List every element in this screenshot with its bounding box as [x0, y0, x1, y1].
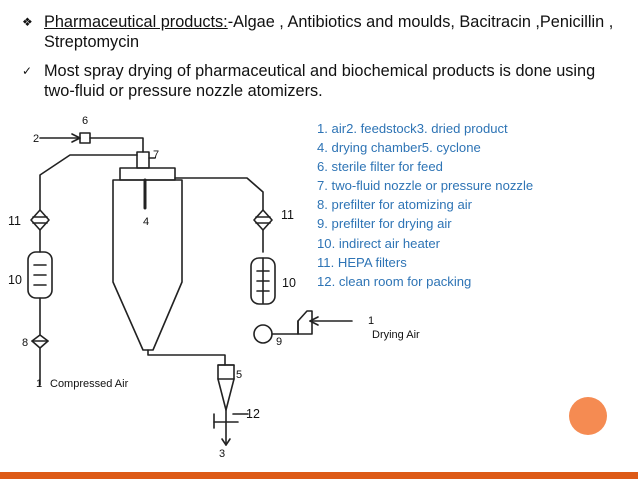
legend-item: 6. sterile filter for feed	[317, 159, 443, 175]
legend-item: 8. prefilter for atomizing air	[317, 197, 473, 213]
label-10-right: 10	[282, 276, 296, 290]
label-1-right: 1	[368, 315, 375, 327]
legend-item: 4. drying chamber5. cyclone	[317, 140, 481, 156]
label-3: 3	[219, 448, 226, 460]
hepa-filter-right	[254, 210, 272, 230]
check-bullet-icon: ✓	[22, 64, 33, 78]
diamond-bullet-icon: ❖	[22, 15, 33, 29]
hepa-filter-left	[31, 210, 49, 230]
label-compressed-air: Compressed Air	[50, 378, 129, 390]
label-drying-air: Drying Air	[372, 329, 420, 341]
label-7: 7	[153, 149, 160, 161]
air-heater-left	[28, 252, 52, 298]
label-1-left: 1	[36, 378, 43, 390]
drying-air-line	[175, 178, 352, 334]
label-12: 12	[246, 407, 260, 421]
spray-dryer-diagram	[0, 100, 420, 470]
prefilter-atomizing-air	[32, 335, 48, 348]
atomizers-text: Most spray drying of pharmaceutical and biochemical products is done using two-fluid or pressure nozzle atomizers.	[44, 62, 596, 100]
legend-item: 12. clean room for packing	[317, 273, 472, 289]
products-text: -Algae , Antibiotics and moulds, Bacitracin ,Penicillin , Streptomycin	[44, 13, 614, 51]
atomizing-air-line	[40, 155, 137, 385]
legend-item: 7. two-fluid nozzle or pressure nozzle	[317, 178, 534, 194]
label-6: 6	[82, 115, 89, 127]
legend-item: 10. indirect air heater	[317, 235, 441, 251]
label-2: 2	[33, 133, 40, 145]
label-10-left: 10	[8, 273, 22, 287]
bullet-list	[22, 12, 622, 110]
sterile-feed-filter	[80, 133, 90, 143]
decorative-circle	[569, 397, 607, 435]
legend-item: 1. air2. feedstock3. dried product	[317, 121, 508, 136]
products-heading: Pharmaceutical products:	[44, 13, 228, 31]
footer-accent-stripe	[0, 472, 638, 479]
feed-line	[40, 133, 143, 152]
label-5: 5	[236, 369, 243, 381]
legend-item: 9. prefilter for drying air	[317, 216, 452, 232]
label-8: 8	[22, 337, 29, 349]
bullet-item-products	[22, 12, 622, 52]
label-11-right: 11	[281, 208, 294, 222]
label-9: 9	[276, 336, 283, 348]
label-4: 4	[143, 216, 150, 228]
label-11-left: 11	[8, 214, 21, 228]
blower-fan	[254, 325, 272, 343]
bullet-item-atomizers	[22, 61, 622, 101]
drying-chamber	[113, 168, 182, 350]
prefilter-drying-air	[298, 311, 312, 334]
legend-item: 11. HEPA filters	[317, 254, 407, 270]
